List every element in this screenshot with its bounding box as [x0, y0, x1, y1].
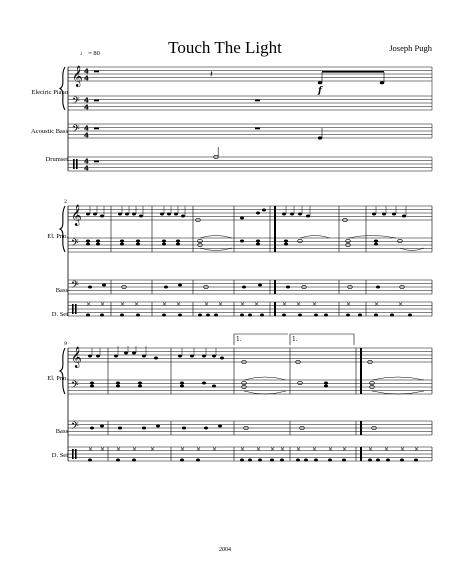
chord-notes	[90, 381, 374, 388]
quarter-rest: 𝄽	[210, 70, 213, 80]
staff-bass	[68, 96, 432, 110]
svg-text:×: ×	[100, 446, 106, 453]
percussion-clef-icon	[73, 159, 75, 169]
piano-brace	[60, 206, 65, 252]
svg-text:×: ×	[270, 446, 276, 453]
volta-label: 1.	[292, 336, 298, 343]
svg-text:×: ×	[414, 446, 420, 453]
dynamic-marking: f	[318, 86, 322, 96]
whole-rest	[94, 71, 99, 73]
instrument-label-drumset: Drumset	[45, 156, 68, 163]
note-beam	[322, 71, 384, 73]
tempo-marking: ♩ = 80	[80, 50, 100, 57]
percussion-clef-icon	[72, 449, 74, 459]
svg-text:×: ×	[196, 446, 202, 453]
bass-clef-icon: 𝄢	[71, 279, 79, 293]
staff-acoustic-bass	[68, 124, 432, 138]
composer-name: Joseph Pugh	[389, 43, 432, 53]
score-title: Touch The Light	[168, 38, 282, 57]
piano-brace	[60, 67, 65, 110]
instrument-label-electric-piano: Electric Piano	[31, 89, 68, 96]
svg-text:×: ×	[280, 446, 286, 453]
svg-text:×: ×	[180, 446, 186, 453]
staff-drumset	[68, 157, 432, 171]
bass-notes	[90, 425, 376, 430]
svg-text:×: ×	[296, 301, 302, 308]
instrument-label-d-set: D. Set	[51, 452, 68, 459]
bass-clef-icon: 𝄢	[71, 420, 79, 434]
instrument-label-acoustic-bass: Acoustic Bass	[30, 128, 68, 135]
svg-text:4: 4	[84, 96, 89, 105]
measure-number: 2	[64, 199, 68, 205]
svg-text:×: ×	[342, 446, 348, 453]
melody-notes	[86, 209, 406, 222]
svg-text:×: ×	[254, 301, 260, 308]
treble-clef-icon: 𝄞	[72, 66, 83, 87]
instrument-label-bass: Bass	[55, 287, 68, 294]
repeat-barline	[360, 348, 362, 394]
bass-clef-icon: 𝄢	[71, 237, 79, 251]
svg-text:×: ×	[374, 301, 380, 308]
svg-text:×: ×	[120, 301, 126, 308]
svg-text:×: ×	[132, 446, 138, 453]
svg-text:×: ×	[400, 446, 406, 453]
volta-bracket	[234, 334, 288, 345]
system-1	[68, 67, 432, 171]
treble-clef-icon: 𝄞	[71, 347, 82, 368]
bass-clef-icon: 𝄢	[72, 123, 80, 137]
svg-text:×: ×	[328, 446, 334, 453]
svg-text:×: ×	[384, 446, 390, 453]
svg-text:×: ×	[346, 301, 352, 308]
bass-notes	[88, 284, 404, 289]
instrument-label-d-set: D. Set	[51, 311, 68, 318]
svg-text:×: ×	[212, 446, 218, 453]
treble-clef-icon: 𝄞	[71, 205, 82, 226]
svg-text:4: 4	[84, 164, 89, 173]
volta-bracket	[290, 334, 354, 345]
svg-text:×: ×	[134, 301, 140, 308]
svg-text:×: ×	[398, 301, 404, 308]
svg-text:4: 4	[84, 131, 89, 140]
instrument-label-el-pno: El. Pno.	[47, 233, 68, 240]
measure-number: 9	[64, 341, 68, 347]
svg-text:×: ×	[204, 301, 210, 308]
svg-text:×: ×	[176, 301, 182, 308]
svg-text:×: ×	[88, 446, 94, 453]
tie-arcs	[244, 377, 424, 394]
svg-text:4: 4	[84, 103, 89, 112]
svg-text:×: ×	[256, 446, 262, 453]
svg-text:×: ×	[312, 446, 318, 453]
svg-text:×: ×	[100, 301, 106, 308]
repeat-barline	[274, 206, 276, 252]
svg-text:×: ×	[240, 301, 246, 308]
svg-text:×: ×	[368, 446, 374, 453]
staff-treble	[68, 67, 432, 81]
chord-notes	[86, 239, 402, 246]
svg-text:×: ×	[240, 446, 246, 453]
bass-clef-icon: 𝄢	[72, 95, 80, 109]
svg-text:4: 4	[84, 124, 89, 133]
svg-text:×: ×	[116, 446, 122, 453]
svg-text:×: ×	[150, 446, 156, 453]
svg-text:×: ×	[312, 301, 318, 308]
time-signature: 4	[84, 67, 89, 76]
system-3	[68, 334, 432, 461]
bass-clef-icon: 𝄢	[71, 379, 79, 393]
svg-text:×: ×	[218, 301, 224, 308]
svg-text:×: ×	[282, 301, 288, 308]
svg-text:×: ×	[162, 301, 168, 308]
system-2	[68, 206, 432, 316]
page-footer: 2004	[219, 547, 231, 553]
volta-label: 1.	[236, 336, 242, 343]
percussion-clef-icon	[72, 304, 74, 314]
svg-text:4: 4	[84, 157, 89, 166]
instrument-label-bass: Bass	[55, 428, 68, 435]
svg-text:4: 4	[84, 74, 89, 83]
piano-brace	[60, 348, 65, 394]
eighth-note	[318, 81, 322, 84]
svg-text:×: ×	[296, 446, 302, 453]
svg-text:×: ×	[86, 301, 92, 308]
instrument-label-el-pno: El. Pno.	[47, 375, 68, 382]
